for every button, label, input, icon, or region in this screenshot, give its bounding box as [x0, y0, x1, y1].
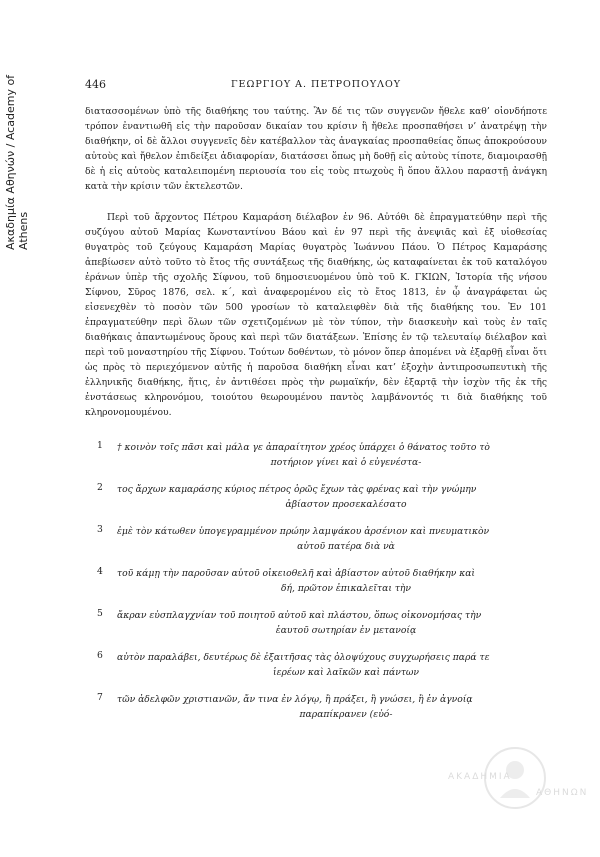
verse-line-continuation: ποτήριον γίνει καὶ ὁ εὐγενέστα- — [270, 457, 422, 468]
page-number: 446 — [85, 78, 106, 91]
verse-item — [85, 608, 547, 638]
archive-side-note: Ακαδημία Αθηνών / Academy of Athens — [4, 74, 30, 250]
verse-item — [85, 482, 547, 512]
verse-line-continuation: αὐτοῦ πατέρα διὰ νὰ — [297, 541, 395, 552]
verse-line-continuation: ἑαυτοῦ σωτηρίαν ἐν μετανοίᾳ — [275, 625, 417, 636]
verse-line-continuation: παραπίκρανεν (εὐό- — [299, 709, 393, 720]
verse-item — [85, 650, 547, 680]
running-head: ΓΕΩΡΓΙΟΥ Α. ΠΕΤΡΟΠΟΥΛΟΥ — [230, 79, 402, 90]
watermark-text: ΑΘΗΝΩΝ — [536, 788, 589, 798]
verse-item — [85, 524, 547, 554]
academy-watermark — [440, 740, 590, 820]
verse-line: τῶν ἀδελφῶν χριστιανῶν, ἄν τινα ἐν λόγῳ, ἢ πράξει, ἢ γνώσει, ἢ ἐν ἀγνοίᾳ — [117, 694, 473, 705]
paragraph: διατασσομένων ὑπὸ τῆς διαθήκης του ταύτης. Ἂν δέ τις τῶν συγγενῶν ἤθελε καθ’ οἱονδήποτε τρόπον ἐναντιωθῆ εἰς τὴν παροῦσαν δικαίαν του κρίσιν ἢ ἤθελε προσπαθήσει ν’ ἀνατρέψῃ τὴν διαθήκην, οἱ δὲ ἄλλοι συγγενεῖς δὲν κατέβαλλον τὰς ἀναγκαίας προσπαθείας ὅπως ἀποκρούσουν αὐτοὺς καὶ ἤθελον ἐπιδείξει ἀδιαφορίαν, διατάσσει ὅπως μὴ δοθῇ εἰς αὐτοὺς τίποτε, διαμοιρασθῇ δὲ ἡ εἰς αὐτοὺς καταλειπομένη περιουσία του εἰς τοὺς πτωχοὺς ἢ ὅπου ἄλλου παραστῇ ἀνάγκη κατὰ τὴν κρίσιν τῶν ἐκτελεστῶν. — [85, 106, 547, 192]
verse-line: τος ἄρχων καμαράσης κύριος πέτρος ὁρῶς ἔχων τὰς φρένας καὶ τὴν γνώμην — [117, 484, 477, 495]
page-header — [85, 78, 547, 100]
paragraph: Περὶ τοῦ ἄρχοντος Πέτρου Καμαράση διέλαβον ἐν 96. Αὐτόθι δὲ ἐπραγματεύθην περὶ τῆς συζύγου αὐτοῦ Μαρίας Κωνσταντίνου Βάου καὶ ἐν 97 περὶ τῆς ἀνεψιᾶς καὶ ἐξ υἱοθεσίας θυγατρὸς τοῦ ζεύγους Καμαράση Μαρίας θυγατρὸς Ἰωάννου Πάου. Ὁ Πέτρος Καμαράσης ἀπεβίωσεν αὐτὸ τοῦτο τὸ ἔτος τῆς συντάξεως τῆς διαθήκης, ὡς καταφαίνεται ἐκ τοῦ καταλόγου ἐράνων ὑπὲρ τῆς σχολῆς Σίφνου, τοῦ δημοσιευομένου ὑπὸ τοῦ Κ. ΓΚΙΩΝ, Ἱστορία τῆς νήσου Σίφνου, Σῦρος 1876, σελ. κ΄, καὶ ἀναφερομένου εἰς τὸ ἔτος 1813, ἐν ᾧ ἀναγράφεται ὡς εἰσενεχθὲν τὸ ποσὸν τῶν 500 γροσίων τὸ καταλειφθὲν διὰ τῆς διαθήκης του. Ἐν 101 ἐπραγματεύθην περὶ ὅλων τῶν σχετιζομένων μὲ τὸν τύπον, τὴν διασκευὴν καὶ τοὺς ἐν ταῖς διαθήκαις ἀπαντωμένους ὅρους καὶ περὶ τῶν διατάξεων. Ἐπίσης ἐν τῷ τελευταίῳ διέλαβον καὶ περὶ τοῦ μοναστηρίου τῆς Σίφνου. Τούτων δοθέντων, τὸ μόνον ὅπερ ἀπομένει νὰ ἐξαρθῇ εἶναι ὅτι ὡς πρὸς τὸ περιεχόμενον αὐτῆς ἡ παροῦσα διαθήκη εἶναι κατ’ ἐξοχὴν ἀντιπροσωπευτικὴ τῆς ἑλληνικῆς διαθήκης, ἥτις, ἐν ἀντιθέσει πρὸς τὴν ρωμαϊκήν, δὲν ἐξαρτᾷ τὴν ἰσχὺν τῆς ἐκ τῆς ἐνστάσεως κληρονόμου, τοιούτου θεωρουμένου παντὸς λαμβάνοντός τι διὰ διαθήκης τοῦ κληρονομουμένου. — [85, 212, 547, 418]
verse-line: ἄκραν εὐσπλαγχνίαν τοῦ ποιητοῦ αὐτοῦ καὶ πλάστου, ὅπως οἰκονομήσας τὴν — [117, 610, 482, 621]
verse-line: αὐτὸν παραλάβει, δευτέρως δὲ ἐξαιτῆσας τὰς ὁλοψύχους συγχωρήσεις παρά τε — [117, 652, 490, 663]
verse-number: 2 — [97, 482, 103, 493]
verse-line-continuation: ἀβίαστον προσεκαλέσατο — [285, 499, 407, 510]
verse-line: τοῦ κάμῃ τὴν παροῦσαν αὐτοῦ οἰκειοθελῆ καὶ ἀβίαστον αὐτοῦ διαθήκην καὶ — [117, 568, 476, 579]
verse-number: 3 — [97, 524, 103, 535]
verse-item — [85, 566, 547, 596]
watermark-text: ΑΚΑΔΗΜΙΑ — [448, 772, 512, 782]
verse-number: 4 — [97, 566, 103, 577]
verse-number: 1 — [97, 440, 103, 451]
verse-line-continuation: δή, πρῶτον ἐπικαλεῖται τὴν — [280, 583, 412, 594]
verse-number: 7 — [97, 692, 103, 703]
verse-line: ἐμὲ τὸν κάτωθεν ὑπογεγραμμένον πρώην λαμψάκου ἀρσένιον καὶ πνευματικὸν — [117, 526, 490, 537]
verse-number: 6 — [97, 650, 103, 661]
body-text — [85, 104, 547, 420]
verse-item — [85, 692, 547, 722]
verse-item — [85, 440, 547, 470]
verse-line-continuation: ἱερέων καὶ λαϊκῶν καὶ πάντων — [272, 667, 419, 678]
verse-line: † κοινὸν τοῖς πᾶσι καὶ μάλα γε ἀπαραίτητον χρέος ὑπάρχει ὁ θάνατος τοῦτο τὸ — [117, 442, 490, 453]
verse-number: 5 — [97, 608, 103, 619]
verse-list — [85, 440, 547, 722]
document-page — [85, 78, 547, 734]
